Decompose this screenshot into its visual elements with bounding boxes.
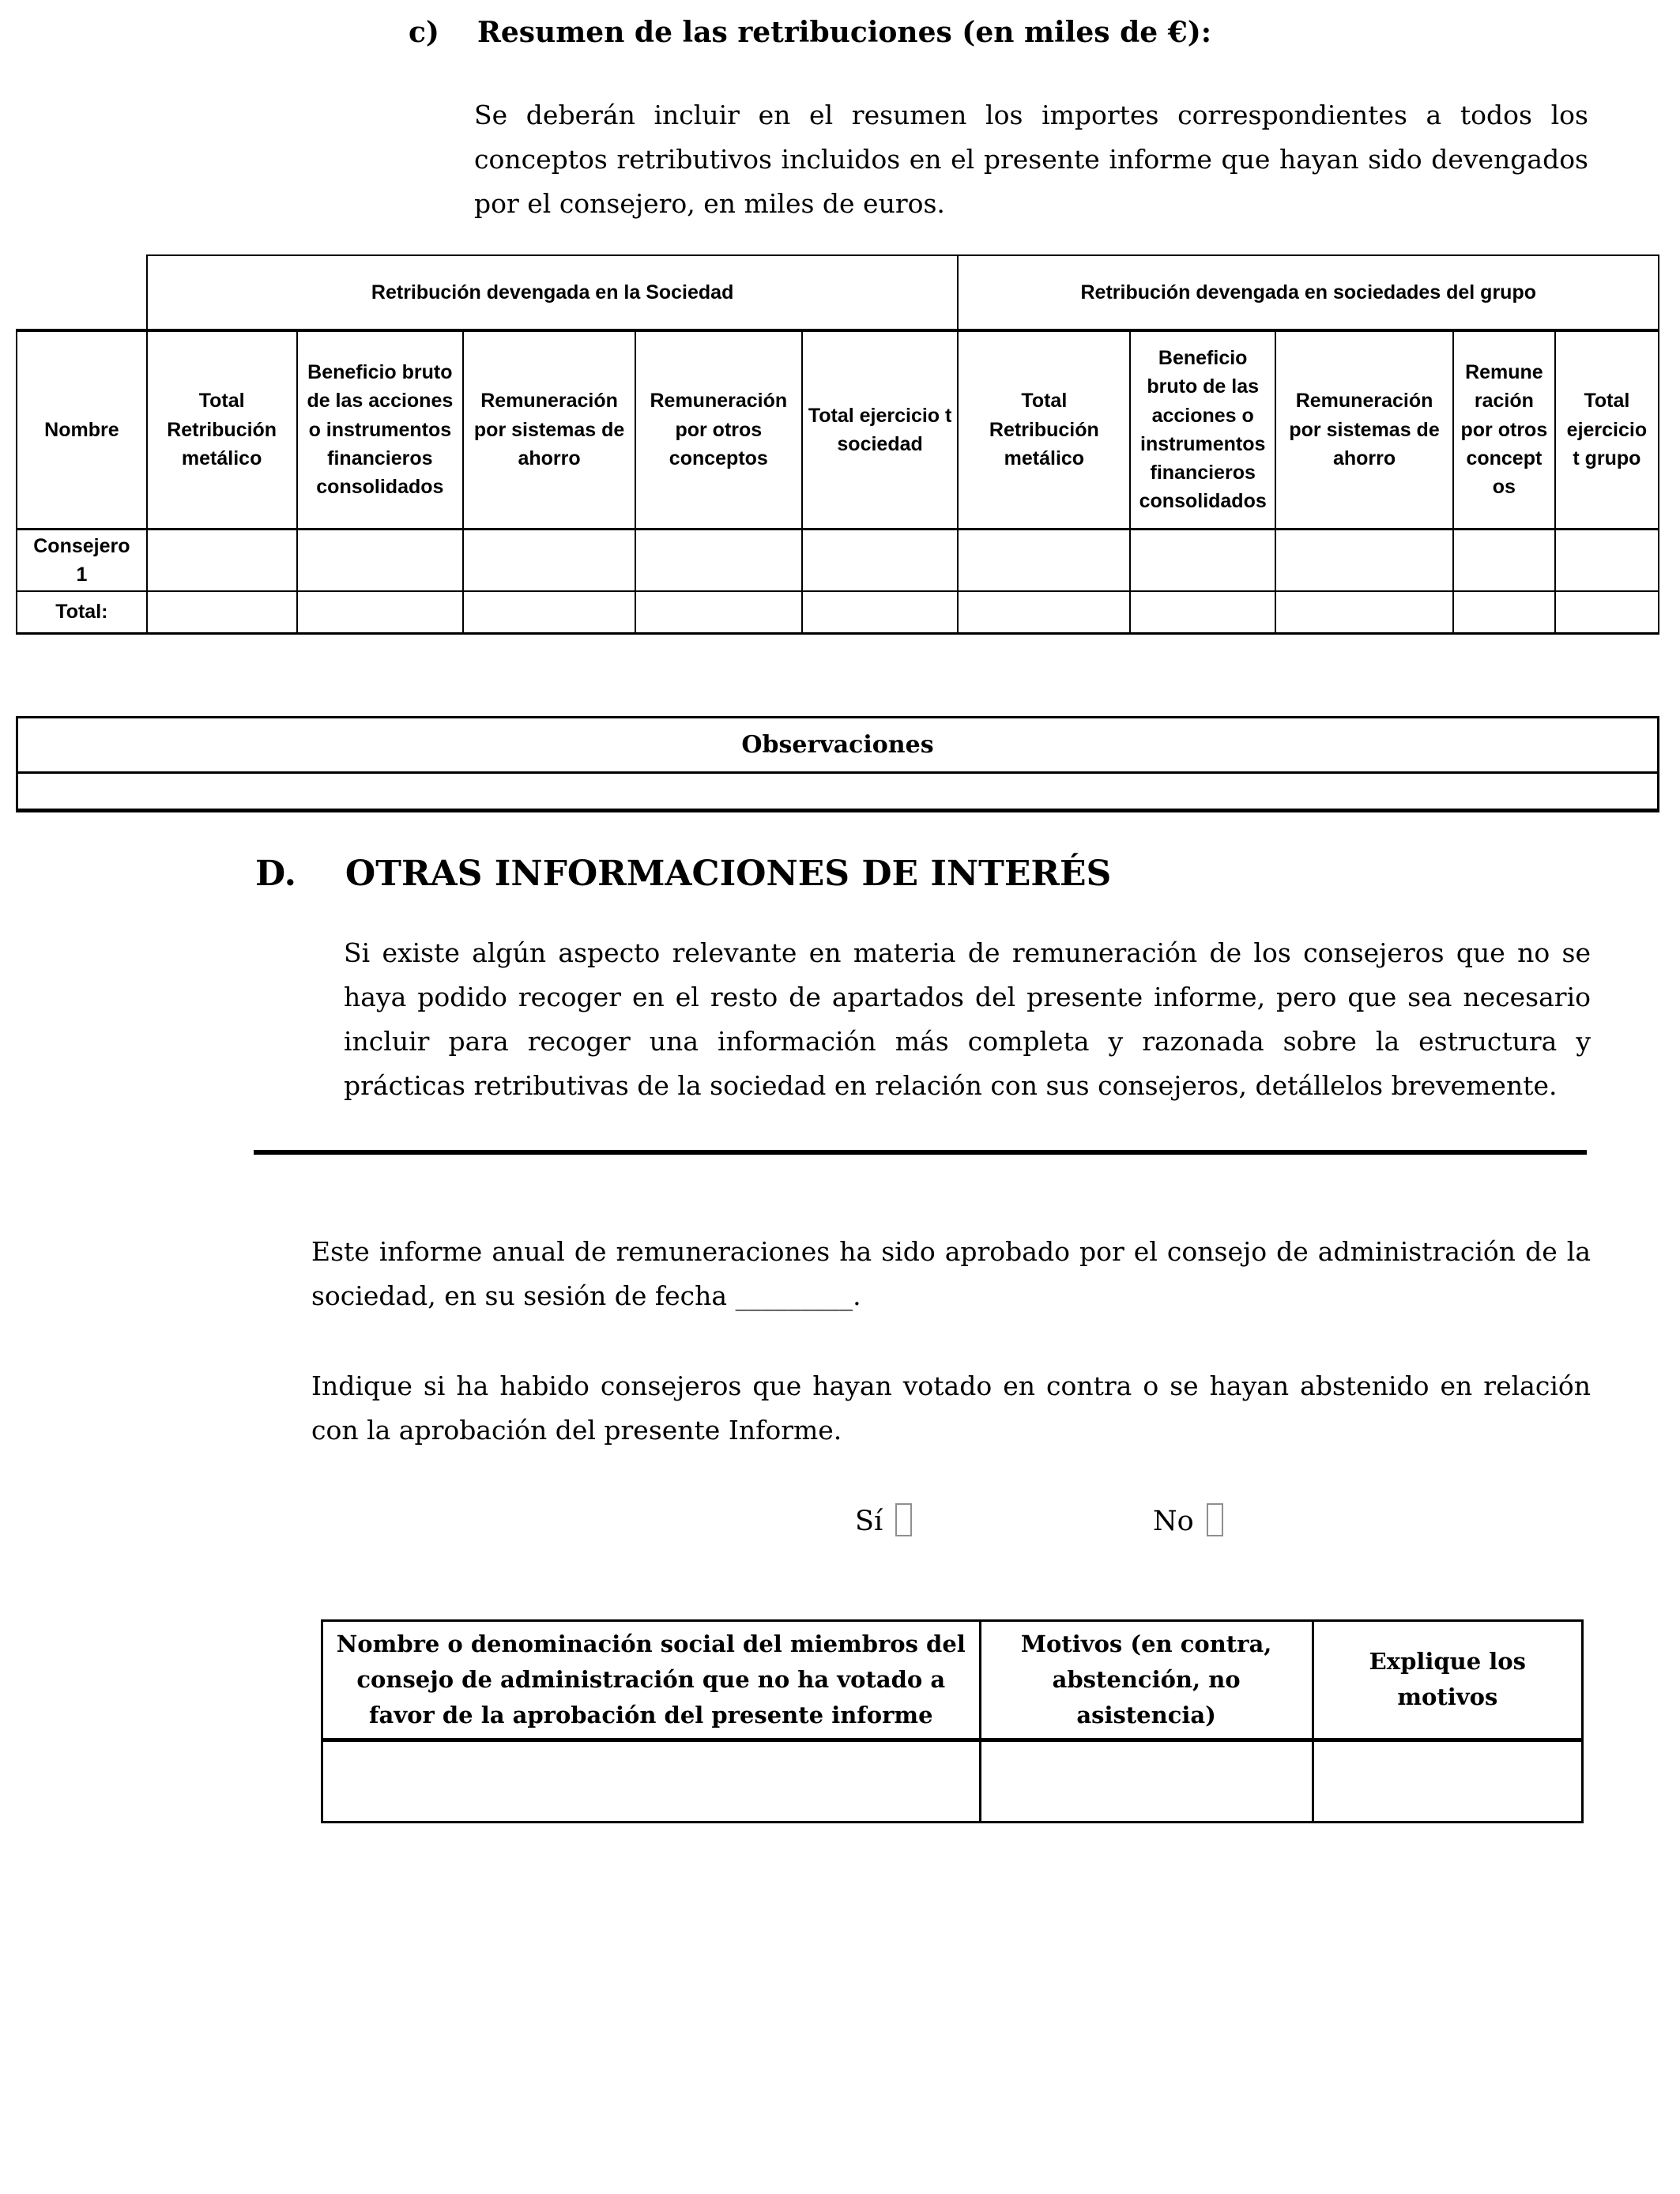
col-header-sistemas-ahorro-sociedad: Remuneración por sistemas de ahorro [463, 330, 635, 529]
row-label-consejero-1: Consejero 1 [17, 529, 147, 591]
intro-paragraph: Se deberán incluir en el resumen los importes correspondientes a todos los conceptos retributivos incluidos en el presente informe que hayan sido devengados por el consejero, en miles de euros. [474, 100, 1588, 219]
total-input-cell[interactable] [463, 591, 635, 633]
consejero1-input-cell[interactable] [463, 529, 635, 591]
observaciones-input-cell[interactable] [17, 773, 1659, 811]
remuneration-summary-table [16, 254, 1659, 635]
vote-no-option [1153, 1503, 1223, 1537]
no-label: No [1153, 1506, 1194, 1537]
section-d-heading [255, 854, 1111, 894]
total-input-cell[interactable] [958, 591, 1130, 633]
total-input-cell[interactable] [1453, 591, 1555, 633]
col-header-beneficio-bruto-grupo: Beneficio bruto de las acciones o instrumentos financieros consolidados [1130, 330, 1275, 529]
col-header-nombre: Nombre [17, 330, 147, 529]
col-header-total-metalico-grupo: Total Retribución metálico [958, 330, 1130, 529]
consejero1-input-cell[interactable] [1453, 529, 1555, 591]
consejero1-input-cell[interactable] [635, 529, 802, 591]
section-divider-rule [254, 1150, 1587, 1155]
group-header-society: Retribución devengada en la Sociedad [147, 255, 959, 330]
consejero1-input-cell[interactable] [1275, 529, 1453, 591]
consejero1-input-cell[interactable] [802, 529, 959, 591]
total-input-cell[interactable] [147, 591, 297, 633]
total-input-cell[interactable] [1275, 591, 1453, 633]
row-label-total: Total: [17, 591, 147, 633]
motivos-col-motivos: Motivos (en contra, abstención, no asistencia) [980, 1621, 1313, 1740]
indique-paragraph: Indique si ha habido consejeros que hayan votado en contra o se hayan abstenido en relación con la aprobación del presente Informe. [311, 1370, 1591, 1446]
motivos-nombre-input-cell[interactable] [322, 1740, 981, 1822]
motivos-col-nombre: Nombre o denominación social del miembros del consejo de administración que no ha votado a favor de la aprobación del presente informe [322, 1621, 981, 1740]
motivos-explique-input-cell[interactable] [1313, 1740, 1582, 1822]
total-input-cell[interactable] [1555, 591, 1659, 633]
vote-row [0, 1503, 1680, 1551]
observaciones-header: Observaciones [17, 718, 1659, 773]
col-header-total-ejercicio-grupo: Total ejercicio t grupo [1555, 330, 1659, 529]
col-header-total-metalico-sociedad: Total Retribución metálico [147, 330, 297, 529]
section-d-marker: D. [255, 854, 296, 894]
consejero1-input-cell[interactable] [958, 529, 1130, 591]
yes-label: Sí [855, 1506, 883, 1537]
consejero1-input-cell[interactable] [1130, 529, 1275, 591]
motivos-col-explique: Explique los motivos [1313, 1621, 1582, 1740]
no-checkbox[interactable] [1207, 1503, 1223, 1536]
total-input-cell[interactable] [1130, 591, 1275, 633]
motivos-table [321, 1619, 1584, 1823]
aprobacion-paragraph: Este informe anual de remuneraciones ha sido aprobado por el consejo de administración de la sociedad, en su sesión de fecha _________. [311, 1236, 1591, 1311]
consejero1-input-cell[interactable] [147, 529, 297, 591]
col-header-otros-conceptos-grupo: Remune ración por otros concept os [1453, 330, 1555, 529]
otras-informaciones-paragraph: Si existe algún aspecto relevante en materia de remuneración de los consejeros que no se haya podido recoger en el resto de apartados del presente informe, pero que sea necesario incluir para recoger una información más completa y razonada sobre la estructura y prácticas retributivas de la sociedad en relación con sus consejeros, detállelos brevemente. [344, 937, 1591, 1101]
col-header-beneficio-bruto-sociedad: Beneficio bruto de las acciones o instrumentos financieros consolidados [297, 330, 464, 529]
table-corner-spacer [17, 255, 147, 330]
total-input-cell[interactable] [802, 591, 959, 633]
group-header-grupo: Retribución devengada en sociedades del grupo [958, 255, 1659, 330]
section-c-marker: c) [409, 16, 439, 49]
total-input-cell[interactable] [635, 591, 802, 633]
vote-yes-option [855, 1503, 912, 1537]
motivos-motivos-input-cell[interactable] [980, 1740, 1313, 1822]
total-input-cell[interactable] [297, 591, 464, 633]
yes-checkbox[interactable] [895, 1503, 912, 1536]
col-header-total-ejercicio-sociedad: Total ejercicio t sociedad [802, 330, 959, 529]
section-d-title: OTRAS INFORMACIONES DE INTERÉS [345, 854, 1112, 894]
col-header-otros-conceptos-sociedad: Remuneración por otros conceptos [635, 330, 802, 529]
observaciones-table [16, 716, 1659, 812]
consejero1-input-cell[interactable] [297, 529, 464, 591]
section-c-title: Resumen de las retribuciones (en miles de €): [477, 16, 1212, 49]
col-header-sistemas-ahorro-grupo: Remuneración por sistemas de ahorro [1275, 330, 1453, 529]
consejero1-input-cell[interactable] [1555, 529, 1659, 591]
section-c-heading [409, 16, 1211, 49]
